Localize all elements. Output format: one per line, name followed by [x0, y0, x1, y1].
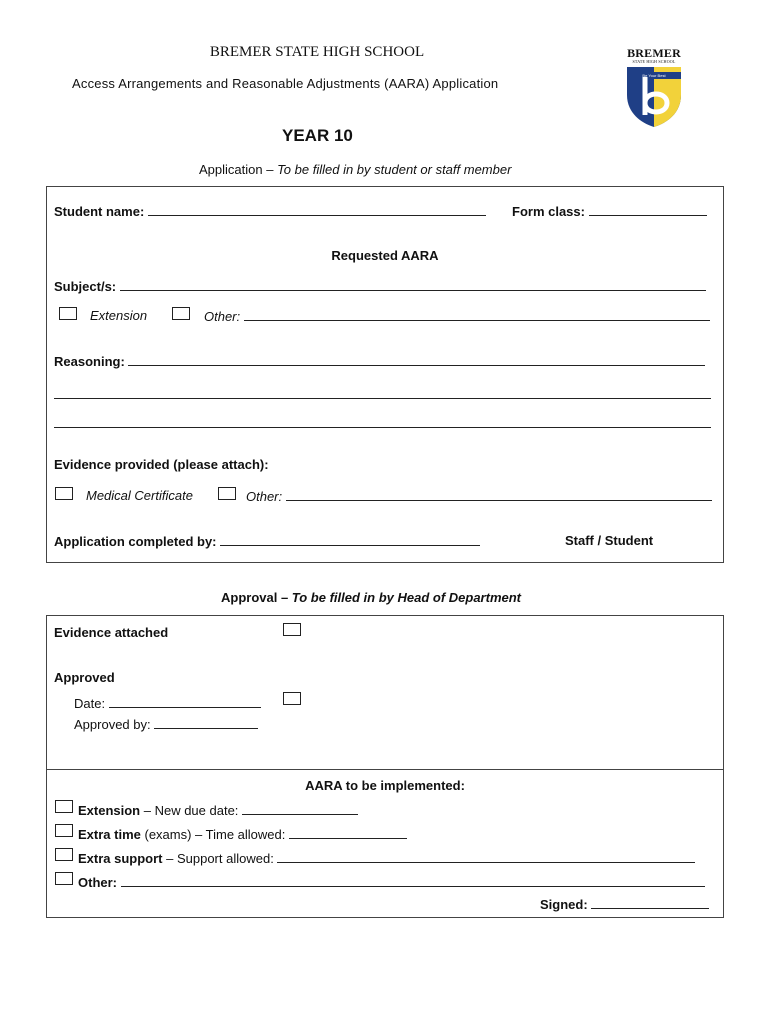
evidence-other-row — [246, 488, 712, 504]
reasoning-field[interactable] — [128, 353, 705, 366]
implement-extra-time-row — [78, 826, 407, 842]
student-name-row — [54, 203, 486, 219]
approval-heading — [221, 590, 521, 605]
approval-section — [46, 615, 724, 918]
approved-by-field[interactable] — [154, 716, 258, 729]
approved-label: Approved — [54, 670, 115, 685]
evidence-label: Evidence provided (please attach): — [54, 457, 269, 472]
evidence-other-field[interactable] — [286, 488, 712, 501]
signed-row — [540, 896, 709, 912]
school-name: BREMER STATE HIGH SCHOOL — [209, 44, 425, 60]
implement-extra-support-text: – Support allowed: — [162, 851, 274, 866]
reasoning-row — [54, 353, 705, 369]
evidence-other-checkbox[interactable] — [218, 487, 236, 500]
date-label: Date: — [74, 696, 106, 711]
implement-extension-checkbox[interactable] — [55, 800, 73, 813]
subjects-row — [54, 278, 706, 294]
date-row — [74, 695, 261, 711]
year-heading: YEAR 10 — [282, 126, 353, 145]
implement-extra-time-text: (exams) – Time allowed: — [140, 827, 286, 842]
application-heading — [199, 162, 511, 177]
implement-other-row — [78, 874, 705, 890]
implement-extension-row — [78, 802, 358, 818]
other-checkbox[interactable] — [172, 307, 190, 320]
implement-extension-bold: Extension — [78, 803, 141, 818]
implement-other-field[interactable] — [121, 874, 705, 887]
school-logo — [622, 46, 686, 130]
other-field[interactable] — [244, 308, 710, 321]
logo-subtext: STATE HIGH SCHOOL — [632, 59, 676, 64]
reasoning-line-2[interactable] — [54, 386, 711, 399]
implement-extra-support-bold: Extra support — [78, 851, 163, 866]
support-allowed-field[interactable] — [277, 850, 695, 863]
approval-heading-italic: To be filled in by Head of Department — [291, 590, 522, 605]
implement-extra-support-row — [78, 850, 695, 866]
logo-band-text: Be Your Best — [642, 73, 666, 78]
subjects-field[interactable] — [120, 278, 706, 291]
new-due-date-field[interactable] — [242, 802, 358, 815]
student-name-field[interactable] — [148, 203, 486, 216]
application-section — [46, 186, 724, 563]
extension-label: Extension — [90, 308, 148, 323]
implement-extra-time-checkbox[interactable] — [55, 824, 73, 837]
reasoning-line-3[interactable] — [54, 415, 711, 428]
form-class-label: Form class: — [512, 204, 585, 219]
medical-certificate-checkbox[interactable] — [55, 487, 73, 500]
signed-field[interactable] — [591, 896, 709, 909]
subjects-label: Subject/s: — [54, 279, 117, 294]
implement-extra-time-bold: Extra time — [78, 827, 141, 842]
evidence-other-label: Other: — [246, 489, 283, 504]
approved-by-row — [74, 716, 258, 732]
reasoning-label: Reasoning: — [54, 354, 125, 369]
extension-checkbox[interactable] — [59, 307, 77, 320]
time-allowed-field[interactable] — [289, 826, 407, 839]
other-row — [204, 308, 710, 324]
evidence-attached-label: Evidence attached — [54, 625, 169, 640]
student-name-label: Student name: — [54, 204, 145, 219]
completed-by-field[interactable] — [220, 533, 480, 546]
logo-text: BREMER — [627, 46, 681, 60]
implement-extra-support-checkbox[interactable] — [55, 848, 73, 861]
staff-student-option[interactable]: Staff / Student — [565, 533, 654, 548]
date-field[interactable] — [109, 695, 261, 708]
approval-heading-prefix: Approval – — [221, 590, 292, 605]
implement-other-checkbox[interactable] — [55, 872, 73, 885]
application-heading-prefix: Application – — [199, 162, 278, 177]
application-heading-italic: To be filled in by student or staff member — [277, 162, 512, 177]
approved-by-label: Approved by: — [74, 717, 151, 732]
signed-label: Signed: — [540, 897, 588, 912]
evidence-attached-checkbox[interactable] — [283, 623, 301, 636]
approval-divider — [47, 769, 723, 770]
form-title: Access Arrangements and Reasonable Adjustments (AARA) Application — [72, 76, 499, 91]
form-class-row — [512, 203, 707, 219]
form-class-field[interactable] — [589, 203, 707, 216]
completed-by-row — [54, 533, 480, 549]
approved-checkbox[interactable] — [283, 692, 301, 705]
medical-certificate-label: Medical Certificate — [86, 488, 193, 503]
implement-extension-text: – New due date: — [140, 803, 239, 818]
other-label: Other: — [204, 309, 241, 324]
implement-other-bold: Other: — [78, 875, 117, 890]
aara-implemented-heading: AARA to be implemented: — [305, 778, 465, 793]
requested-aara-heading: Requested AARA — [331, 248, 439, 263]
completed-by-label: Application completed by: — [54, 534, 217, 549]
